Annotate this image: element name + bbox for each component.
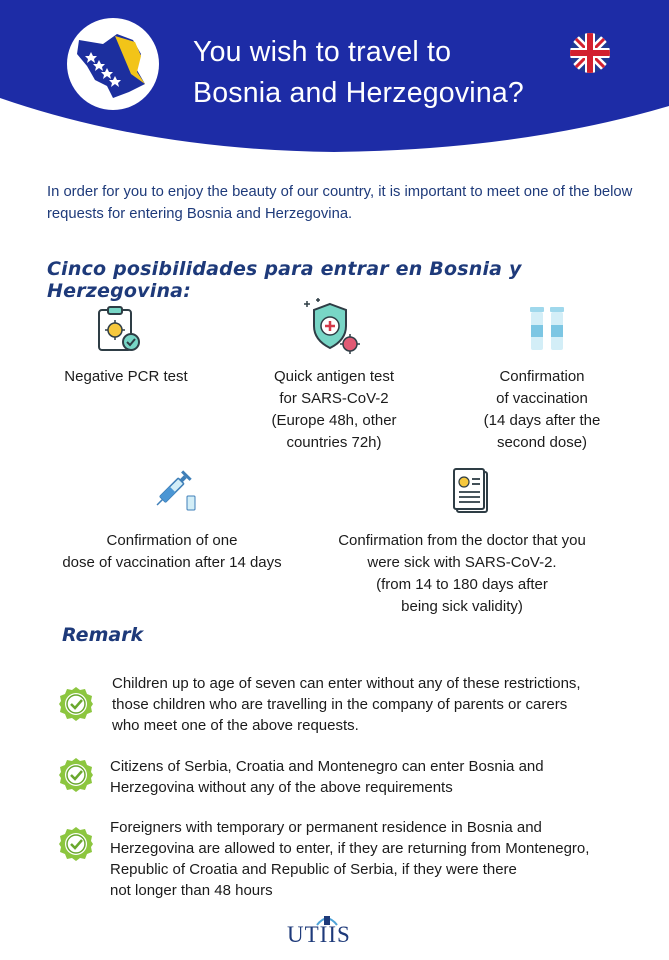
remark-line: those children who are travelling in the company of parents or carers (112, 696, 568, 713)
option-line: dose of vaccination after 14 days (62, 554, 282, 571)
option-line: of vaccination (496, 390, 588, 407)
option-line: being sick validity) (401, 598, 523, 615)
option-line: countries 72h) (286, 434, 382, 451)
option-line: (14 days after the (483, 412, 601, 429)
remark-line: who meet one of the above requests. (112, 717, 359, 734)
option-line: Confirmation from the doctor that you (338, 532, 586, 549)
option-line: Confirmation (499, 368, 585, 385)
remark-line: Herzegovina without any of the above requirements (110, 779, 453, 796)
option-doctor-confirmation (322, 530, 602, 618)
remark-foreigners-residence (110, 817, 655, 901)
option-pcr-test (40, 366, 212, 388)
remark-heading: Remark (62, 624, 144, 646)
option-one-dose (50, 530, 294, 574)
vaccine-vials-icon (528, 307, 568, 356)
remark-line: Foreigners with temporary or permanent residence in Bosnia and (110, 819, 542, 836)
remark-line: Children up to age of seven can enter without any of these restrictions, (112, 675, 581, 692)
remark-line: Citizens of Serbia, Croatia and Montenegro can enter Bosnia and (110, 758, 544, 775)
title-line-1: You wish to travel to (193, 36, 452, 68)
bosnia-map-icon (67, 18, 159, 110)
clipboard-virus-icon (95, 306, 143, 359)
options-subtitle: Cinco posibilidades para entrar en Bosnia y Herzegovina: (47, 258, 522, 302)
remark-line: Republic of Croatia and Republic of Serbia, if they were there (110, 861, 517, 878)
syringe-icon (150, 464, 198, 517)
option-line: Confirmation of one (106, 532, 238, 549)
check-badge-icon (58, 757, 94, 793)
utiis-logo (287, 912, 367, 954)
title-line-2: Bosnia and Herzegovina? (193, 77, 524, 109)
medical-document-icon (453, 468, 489, 519)
remark-neighbour-citizens (110, 756, 640, 798)
uk-flag-icon[interactable] (570, 33, 610, 73)
option-line: (Europe 48h, other (271, 412, 397, 429)
remark-line: not longer than 48 hours (110, 882, 273, 899)
logo-text: UTIIS (287, 922, 351, 947)
option-line: Quick antigen test (273, 368, 395, 385)
option-line: Negative PCR test (64, 368, 188, 385)
option-antigen-test (248, 366, 420, 454)
option-line: for SARS-CoV-2 (279, 390, 389, 407)
header-banner (0, 0, 669, 160)
remark-children (112, 673, 642, 736)
shield-virus-icon (300, 298, 364, 363)
check-badge-icon (58, 686, 94, 722)
remark-line: Herzegovina are allowed to enter, if they are returning from Montenegro, (110, 840, 590, 857)
check-badge-icon (58, 826, 94, 862)
option-line: (from 14 to 180 days after (376, 576, 548, 593)
option-line: second dose) (496, 434, 588, 451)
intro-text: In order for you to enjoy the beauty of our country, it is important to meet one of the below requests for entering Bosnia and Herzegovina. (47, 184, 633, 222)
page-title (193, 32, 563, 114)
option-vaccination (456, 366, 628, 454)
option-line: were sick with SARS-CoV-2. (367, 554, 557, 571)
